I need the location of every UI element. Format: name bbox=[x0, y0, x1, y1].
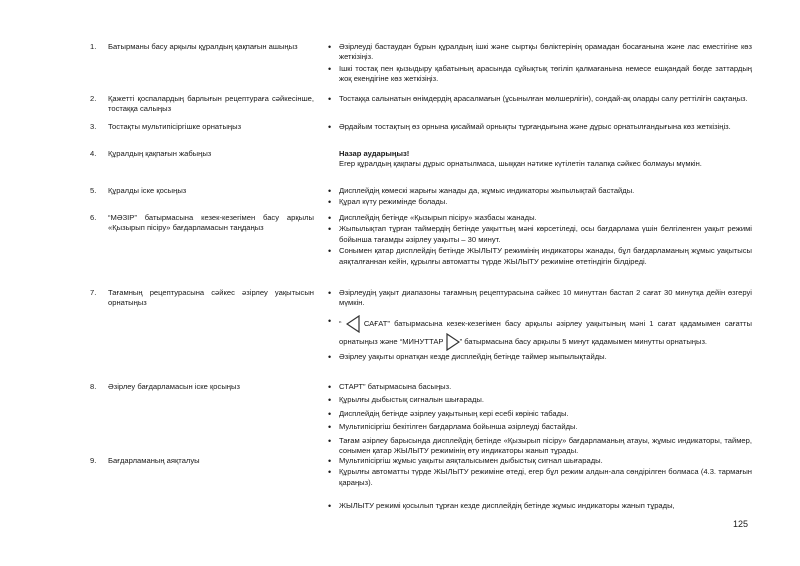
step-details bbox=[328, 213, 752, 268]
step-number: 4. bbox=[90, 149, 97, 158]
step-number: 3. bbox=[90, 122, 97, 131]
step-details bbox=[328, 382, 752, 457]
detail-bullet: • Жыпылықтап тұрған таймердің бетінде уақыттың мәні көрсетіледі, осы бағдарлама үшін белгіленген уақыт режимі бойынша тағамды әзірлеу уақыты – 30 минут. bbox=[328, 224, 752, 245]
step-number: 9. bbox=[90, 456, 97, 465]
step-action: Әзірлеу бағдарламасын іске қосыңыз bbox=[108, 382, 240, 391]
step-action: Тостақты мультипісіргішке орнатыңыз bbox=[108, 122, 242, 131]
attention-title: Назар аударыңыз! bbox=[339, 149, 410, 158]
step-details bbox=[328, 122, 752, 133]
detail-bullet: • Әзірлеуді бастаудан бұрын құралдың ішкі және сыртқы бөліктерінің орамадан босағанына және лас еместігіне көз жеткізіңіз. bbox=[328, 42, 752, 63]
step-details bbox=[328, 94, 752, 105]
clock-label: САҒАТ bbox=[363, 318, 388, 328]
attention-text: Егер құралдың қақпағы дұрыс орнатылмаса, шыққан нәтиже күтілетін талапқа сәйкес болмауы мүмкін. bbox=[339, 159, 702, 169]
detail-bullet: • ЖЫЛЫТУ режимі қосылып тұрған кезде дисплейдің бетінде жұмыс индикаторы жанып тұрады, bbox=[328, 501, 752, 511]
page-number: 125 bbox=[733, 519, 749, 529]
step-number: 2. bbox=[90, 94, 97, 103]
step-action: Тағамның рецептурасына сәйкес әзірлеу уақытысын орнатыңыз bbox=[108, 288, 314, 308]
clock-quote: “ bbox=[339, 318, 342, 328]
step-action: Батырманы басу арқылы құралдың қақпағын ашыңыз bbox=[108, 42, 298, 51]
step-action: Құралдың қақпағын жабыңыз bbox=[108, 149, 212, 158]
minutes-right-arrow-icon bbox=[446, 333, 460, 351]
step-action: Қажетті қоспалардың барлығын рецептураға сәйкесінше, тостаққа салыңыз bbox=[108, 94, 314, 114]
clock-bullet bbox=[328, 315, 752, 351]
step-details bbox=[328, 288, 752, 363]
detail-bullet: • Әзірлеудің уақыт диапазоны тағамның рецептурасына сәйкес 10 минуттан бастап 2 сағат 30 минутқа дейін өзгеруі мүмкін. bbox=[328, 288, 752, 309]
step-action: “МӘЗІР” батырмасына кезек-кезегімен басу арқылы «Қызырып пісіру» бағдарламасын таңдаңыз bbox=[108, 213, 314, 233]
detail-bullet: • СТАРТ” батырмасына басыңыз. bbox=[328, 382, 752, 392]
detail-bullet: • Құрылғы дыбыстық сигналын шығарады. bbox=[328, 395, 752, 405]
detail-bullet: • Әзірлеу уақыты орнатқан кезде дисплейдің бетінде таймер жыпылықтайды. bbox=[328, 352, 752, 362]
detail-bullet: • Ішкі тостақ пен қызыдыру қабатының арасында сұйықтық төгіліп қалмағанына немесе ешқандай бөгде заттардың жоқ екендігіне көз жеткізіңіз. bbox=[328, 64, 752, 85]
step-details bbox=[328, 149, 752, 170]
detail-bullet: • Құрылғы автоматты түрде ЖЫЛЫТУ режиміне өтеді, егер бұл режим алдын-ала сөндірілген болмаса (4.3. тармағын қараңыз). bbox=[328, 467, 752, 488]
step-number: 7. bbox=[90, 288, 97, 297]
spacer bbox=[328, 489, 752, 501]
step-action: Құралды іске қосыңыз bbox=[108, 186, 187, 195]
step-number: 5. bbox=[90, 186, 97, 195]
detail-bullet: • Дисплейдің бетінде «Қызырып пісіру» жазбасы жанады. bbox=[328, 213, 752, 223]
step-number: 6. bbox=[90, 213, 97, 222]
detail-bullet: • Дисплейдің көмескі жарығы жанады да, жұмыс индикаторы жыпылықтай бастайды. bbox=[328, 186, 752, 196]
clock-text: ” батырмасына кезек-кезегімен басу арқылы әзірлеу уақытының мәні 1 сағат қадамымен сағатты орнатыңыз және “МИНУТТАР bbox=[339, 318, 752, 346]
detail-bullet: • Тостаққа салынатын өнімдердің арасалмағын (ұсынылған мөлшерлігін), сондай-ақ оларды салу реттілігін сақтаңыз. bbox=[328, 94, 752, 104]
detail-bullet: • Сонымен қатар дисплейдің бетінде ЖЫЛЫТУ режимінің индикаторы жанады, бұл бағдарламаның жұмыс уақытысы аяқталғаннан кейін, құрылғы автоматты түрде ЖЫЛЫТУ режиміне өтетіндігін білдіреді. bbox=[328, 246, 752, 267]
detail-bullet: • Мультипісіргіш жұмыс уақыты аяқталысымен дыбыстық сигнал шығарады. bbox=[328, 456, 752, 466]
detail-bullet: • Әрдайым тостақтың өз орнына қисаймай орнықты тұрғандығына және дұрыс орнатылғандығына көз жеткізіңіз. bbox=[328, 122, 752, 132]
detail-bullet: • Тағам әзірлеу барысында дисплейдің бетінде «Қызырып пісіру» бағдарламаның атауы, жұмыс индикаторы, таймер, сонымен қатар ЖЫЛЫТУ режимінің өту индикаторы жанып тұрады. bbox=[328, 436, 752, 457]
step-details bbox=[328, 456, 752, 513]
step-details bbox=[328, 42, 752, 86]
step-action: Бағдарламаның аяқталуы bbox=[108, 456, 200, 465]
clock-text-2: ” батырмасына басу арқылы 5 минут қадамымен минутты орнатыңыз. bbox=[459, 336, 708, 346]
step-number: 8. bbox=[90, 382, 97, 391]
clock-left-arrow-icon bbox=[346, 315, 360, 333]
step-details bbox=[328, 186, 752, 209]
step-number: 1. bbox=[90, 42, 97, 51]
detail-bullet: • Мультипісіргіш бекітілген бағдарлама бойынша әзірлеуді бастайды. bbox=[328, 422, 752, 432]
detail-bullet: • Құрал күту режимінде болады. bbox=[328, 197, 752, 207]
detail-bullet: • Дисплейдің бетінде әзірлеу уақытының кері есебі көрініс табады. bbox=[328, 409, 752, 419]
